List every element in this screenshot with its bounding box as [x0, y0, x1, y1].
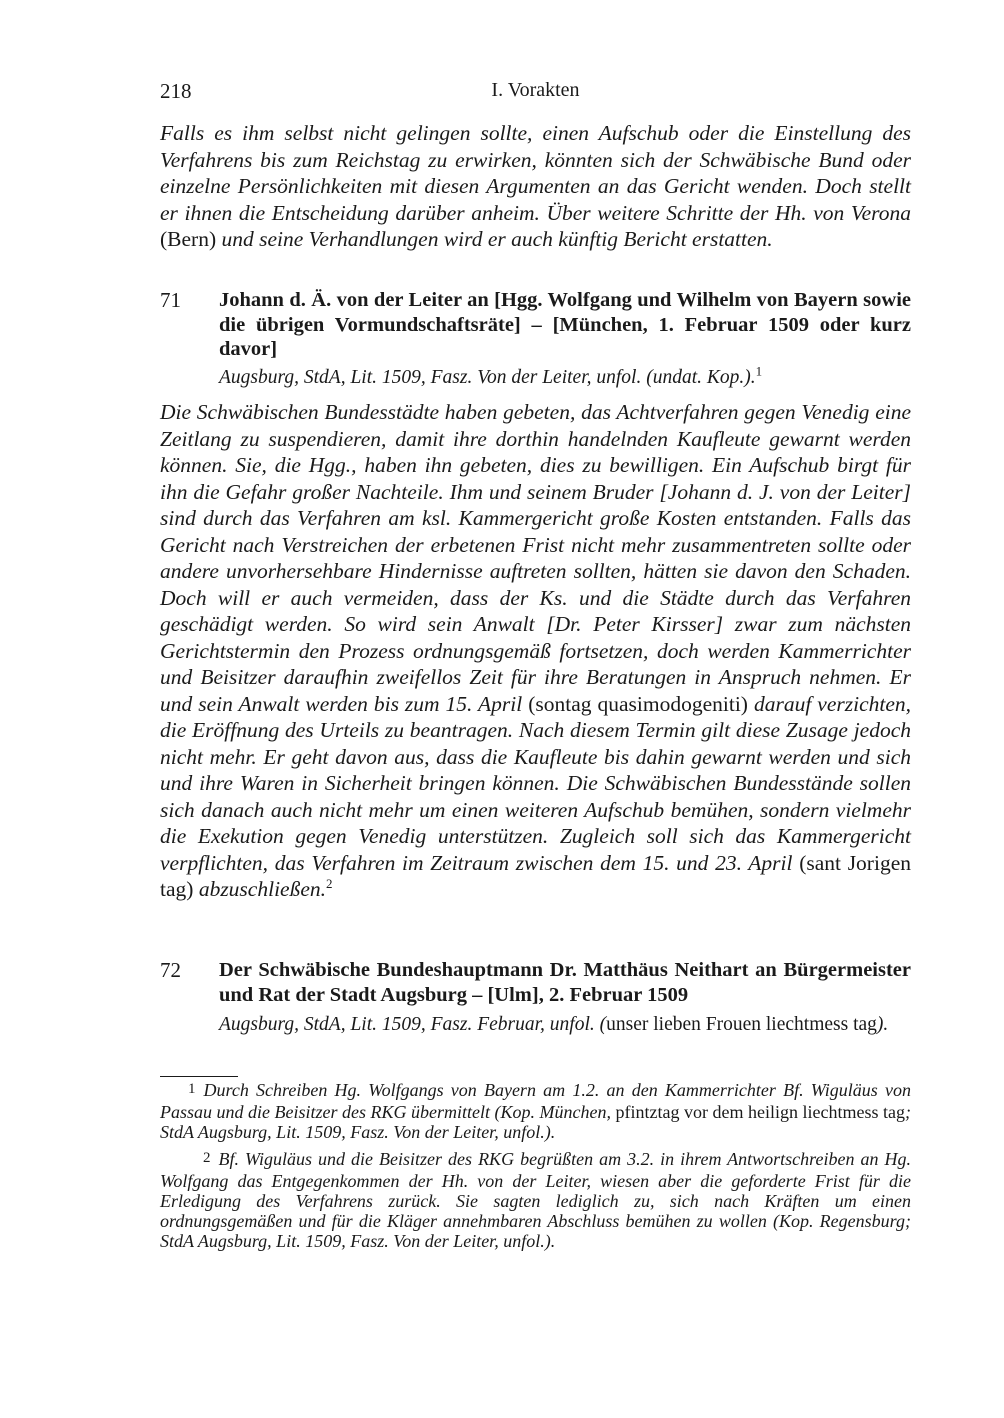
footnote-2-text: Bf. Wiguläus und die Beisitzer des RKG begrüßten am 3.2. in ihrem Antwortschreiben an Hg. Wolfgang das Entgegenkommen der Hh. von der Leiter, wiesen aber die geforderte Frist für die Erledigung des Verfahrens zurück. Sie sagten lediglich zu, sich nach Kräften um einen ordnungsgemäßen und für die Kläger annehmbaren Abschluss bemühen zu wollen (Kop. Regensburg; StdA Augsburg, Lit. 1509, Fasz. Von der Leiter, unfol.).	[160, 1149, 911, 1251]
footnote-1-text-b: pfintztag vor dem heilign liechtmess tag	[615, 1102, 905, 1122]
doc-71-number: 71	[160, 288, 181, 312]
footnote-divider	[160, 1076, 238, 1077]
footnote-2-mark: 2	[203, 1150, 211, 1166]
doc-72-source-1: Augsburg, StdA, Lit. 1509, Fasz. Februar, unfol. (	[219, 1014, 607, 1035]
footnote-1-mark: 1	[188, 1081, 196, 1097]
doc-72-source-3: ).	[876, 1014, 889, 1035]
intro-text-3: und seine Verhandlungen wird er auch künftig Bericht erstatten.	[221, 227, 773, 251]
footnote-ref-2[interactable]: 2	[326, 875, 333, 891]
page-number: 218	[160, 79, 192, 103]
doc-72-number: 72	[160, 958, 181, 982]
doc-72-title: Der Schwäbische Bundeshauptmann Dr. Matthäus Neithart an Bürgermeister und Rat der Stadt Augsburg – [Ulm], 2. Februar 1509	[219, 959, 911, 1006]
document-page	[160, 0, 911, 1418]
footnote-2	[160, 1149, 911, 1251]
footnote-1-text-c: ; StdA Augsburg, Lit. 1509, Fasz. Von der Leiter, unfol.).	[160, 1102, 911, 1142]
doc-71-body-5: abzuschließen.	[198, 877, 326, 901]
doc-71-body-1: Die Schwäbischen Bundesstädte haben gebeten, das Achtverfahren gegen Venedig eine Zeitlang zu suspendieren, damit ihre dorthin handelnden Kaufleute gewarnt werden können. Sie, die Hgg., haben ihn gebeten, dies zu bewilligen. Ein Aufschub birgt für ihn die Gefahr großer Nachteile. Ihm und seinem Bruder [Johann d. J. von der Leiter] sind durch das Verfahren am ksl. Kammergericht große Kosten entstanden. Falls das Gericht nach Verstreichen der erbetenen Frist nicht mehr zusammentreten sollte oder andere unvorhersehbare Hindernisse auftreten sollten, hätten sie davon den Schaden. Doch will er auch vermeiden, dass der Ks. und die Städte durch das Verfahren geschädigt werden. So wird sein Anwalt [Dr. Peter Kirsser] zwar zum nächsten Gerichtstermin den Prozess ordnungsgemäß fortsetzen, doch werden Kammerrichter und Beisitzer daraufhin zweifellos Zeit für ihre Beratungen in Anspruch nehmen. Er und sein Anwalt werden bis zum 15. April	[160, 400, 911, 716]
page-header	[160, 79, 911, 109]
footnote-ref-1[interactable]: 1	[755, 363, 763, 379]
doc-71-body-4: (sant Jorigen tag)	[160, 850, 911, 901]
doc-72-source-2: unser lieben Frouen liechtmess tag	[606, 1014, 877, 1035]
doc-71-body-2: (sontag quasimodogeniti)	[528, 691, 748, 716]
intro-paragraph	[160, 120, 911, 253]
footnote-1	[160, 1080, 911, 1142]
doc-71-source-text: Augsburg, StdA, Lit. 1509, Fasz. Von der Leiter, unfol. (undat. Kop.).	[219, 367, 756, 388]
footnote-1-text-a: Durch Schreiben Hg. Wolfgangs von Bayern am 1.2. an den Kammerrichter Bf. Wiguläus von Passau und die Beisitzer des RKG übermittelt (Kop. München,	[160, 1080, 911, 1122]
intro-text-1: Falls es ihm selbst nicht gelingen sollte, einen Aufschub oder die Einstellung des Verfahrens bis zum Reichstag zu erwirken, könnten sich der Schwäbische Bund oder einzelne Persönlichkeiten mit diesen Argumenten an das Gericht wenden. Doch stellt er ihnen die Entscheidung darüber anheim. Über weitere Schritte der Hh. von Verona	[160, 121, 911, 225]
doc-71-source	[219, 363, 911, 391]
doc-71-body	[160, 399, 911, 903]
doc-71-title: Johann d. Ä. von der Leiter an [Hgg. Wolfgang und Wilhelm von Bayern sowie die übrigen Vormundschaftsräte] – [München, 1. Februar 1509 oder kurz davor]	[219, 289, 911, 360]
running-title: I. Vorakten	[491, 79, 580, 101]
doc-71-body-3: darauf verzichten, die Eröffnung des Urteils zu beantragen. Nach diesem Termin gilt diese Zusage jedoch nicht mehr. Er geht davon aus, dass die Kaufleute bis dahin gewarnt werden und sich und ihre Waren in Sicherheit bringen können. Die Schwäbischen Bundesstände sollen sich danach auch nicht mehr um einen weiteren Aufschub bemühen, sondern vielmehr die Exekution gegen Venedig unterstützen. Zugleich soll sich das Kammergericht verpflichten, das Verfahren im Zeitraum zwischen dem 15. und 23. April	[160, 691, 912, 875]
intro-text-2: (Bern)	[160, 227, 217, 251]
doc-72-source	[219, 1013, 911, 1038]
